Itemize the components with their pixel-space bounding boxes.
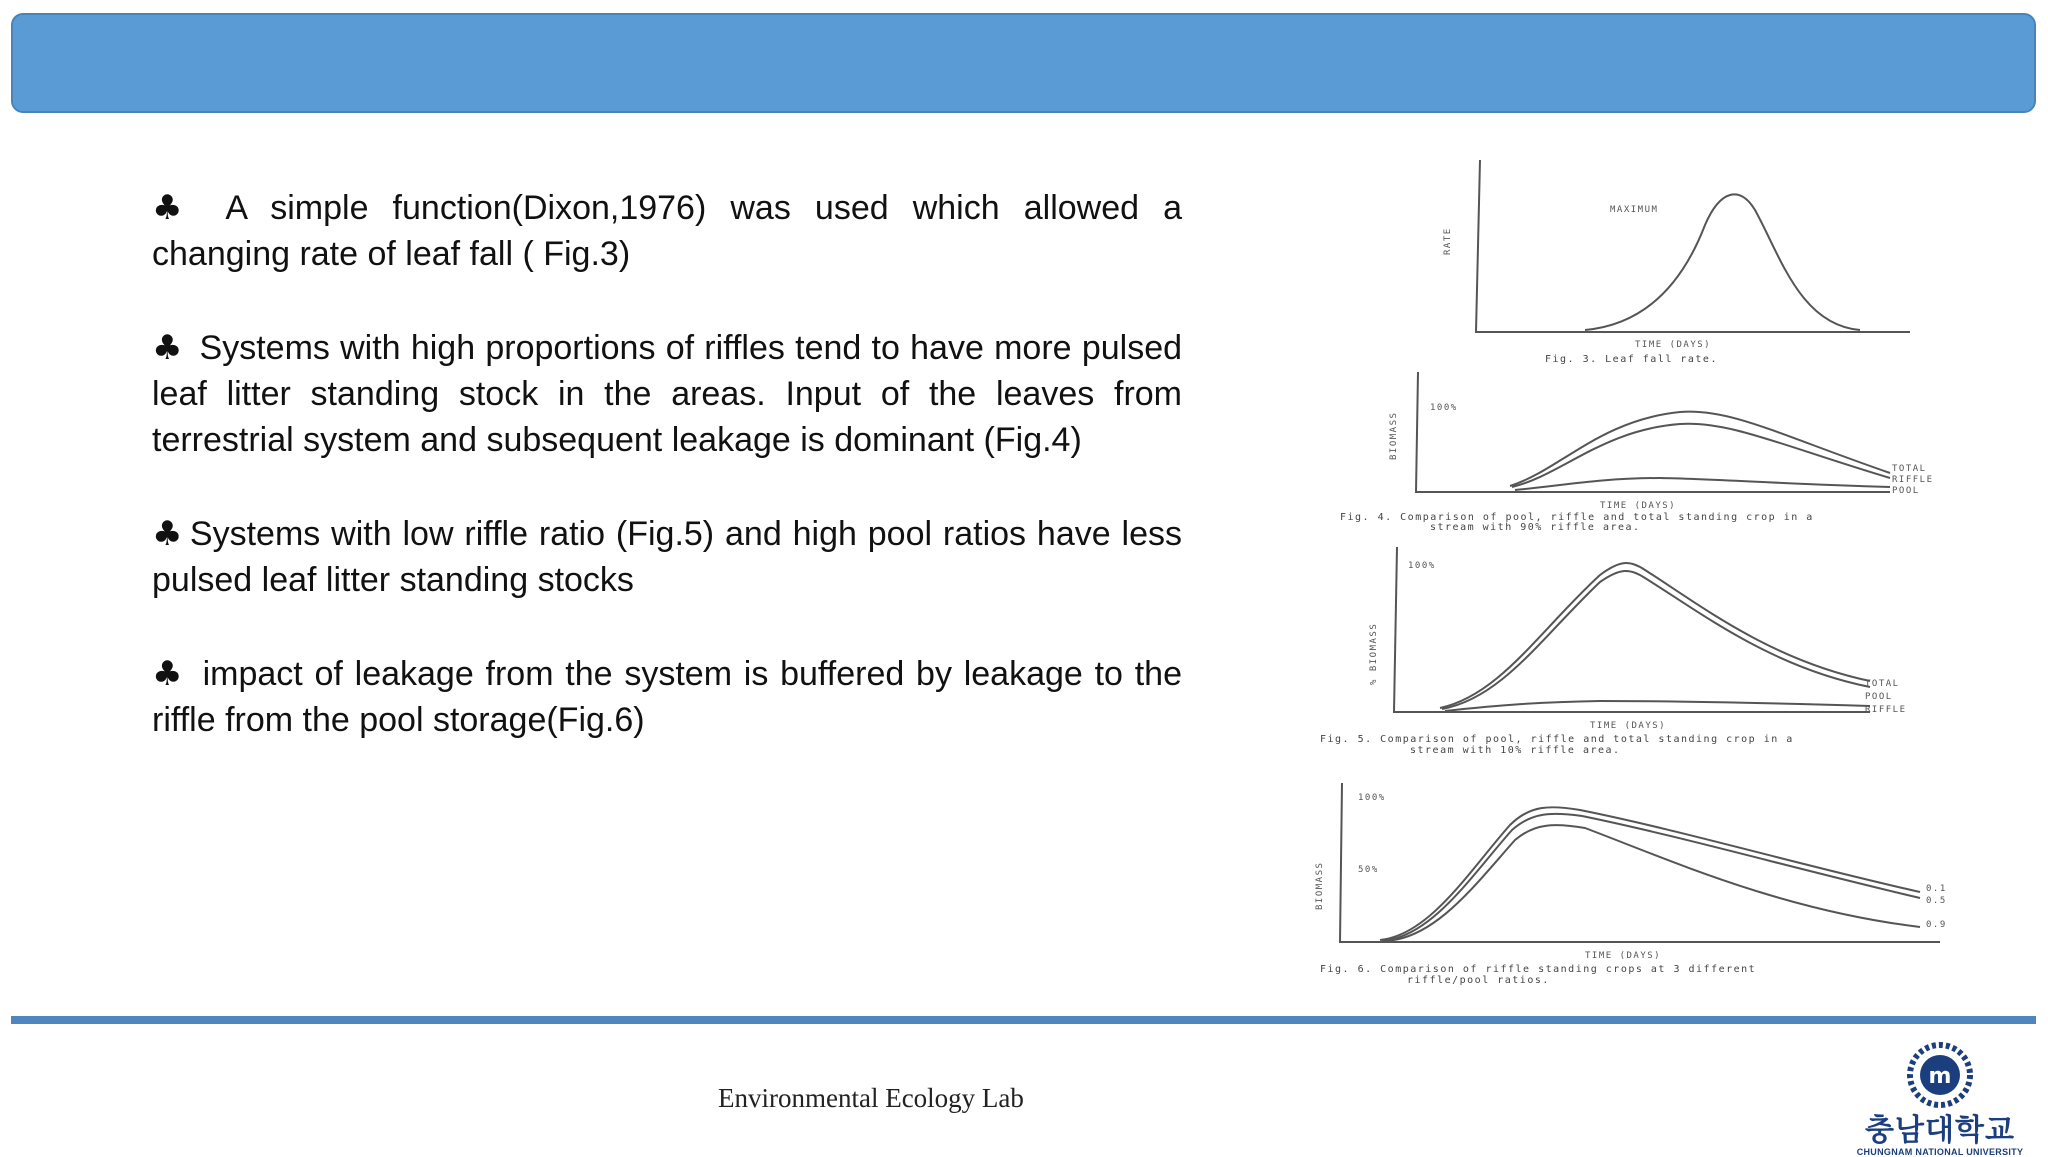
fig5-pool-curve <box>1442 571 1870 709</box>
fig5-ylabel: % BIOMASS <box>1369 622 1379 685</box>
fig5-legend-pool: POOL <box>1865 692 1893 702</box>
figure-panel <box>1300 150 2000 1000</box>
fig6-mid-label: 50% <box>1358 865 1379 875</box>
club-bullet-icon: ♣ <box>152 188 198 228</box>
fig3-peak-label: MAXIMUM <box>1610 205 1659 215</box>
fig6-curve-0.1 <box>1380 807 1920 940</box>
fig3-axes <box>1476 160 1910 332</box>
fig4-xlabel: TIME (DAYS) <box>1600 501 1677 511</box>
fig4-caption-line2: stream with 90% riffle area. <box>1430 522 1641 533</box>
fig4-axes <box>1416 372 1890 492</box>
fig6-caption-line2: riffle/pool ratios. <box>1407 975 1550 986</box>
university-logo <box>1840 1040 2040 1157</box>
fig6-curve-0.9 <box>1385 825 1920 941</box>
fig4-ylabel: BIOMASS <box>1389 411 1399 460</box>
lab-name: Environmental Ecology Lab <box>718 1083 1024 1113</box>
fig5-caption-line2: stream with 10% riffle area. <box>1410 745 1621 756</box>
bullet-paragraph-1: ♣ A simple function(Dixon,1976) was used which allowed a changing rate of leaf fall ( Fig.3) <box>152 188 1183 273</box>
fig3-caption: Fig. 3. Leaf fall rate. <box>1545 354 1718 365</box>
bullet-paragraph-2: ♣ Systems with high proportions of riffles tend to have more pulsed leaf litter standing stock in the areas. Input of the leaves from terrestrial system and subsequent leakage is dominant (Fig.4) <box>152 328 1183 459</box>
fig5-top-label: 100% <box>1408 561 1436 571</box>
footer-divider <box>11 1016 2036 1024</box>
club-bullet-icon: ♣ <box>152 514 184 554</box>
university-name-english: CHUNGNAM NATIONAL UNIVERSITY <box>1856 1147 2024 1157</box>
fig6-graph <box>1340 783 1940 942</box>
fig3-xlabel: TIME (DAYS) <box>1635 340 1712 350</box>
fig6-legend-0.5: 0.5 <box>1926 896 1947 906</box>
scanned-figures <box>1300 150 2000 1000</box>
bullet-paragraph-3: ♣ Systems with low riffle ratio (Fig.5) and high pool ratios have less pulsed leaf litter standing stocks <box>152 514 1183 599</box>
fig3-ylabel: RATE <box>1443 227 1453 255</box>
fig4-total-curve <box>1510 412 1890 486</box>
fig6-ylabel: BIOMASS <box>1315 861 1325 910</box>
bullet-paragraph-4: ♣ impact of leakage from the system is buffered by leakage to the riffle from the pool storage(Fig.6) <box>152 654 1182 739</box>
fig6-legend-0.1: 0.1 <box>1926 884 1947 894</box>
fig6-caption-line1: Fig. 6. Comparison of riffle standing crops at 3 different <box>1320 964 1757 975</box>
fig4-legend-pool: POOL <box>1892 486 1920 496</box>
title-bar <box>11 13 2036 113</box>
svg-text:m: m <box>1928 1064 1952 1089</box>
fig5-legend-total: TOTAL <box>1865 679 1900 689</box>
university-emblem-icon <box>1905 1040 1975 1110</box>
fig6-top-label: 100% <box>1358 793 1386 803</box>
fig5-riffle-curve <box>1445 701 1870 711</box>
fig5-caption-line1: Fig. 5. Comparison of pool, riffle and total standing crop in a <box>1320 734 1794 745</box>
fig4-graph <box>1416 372 1890 492</box>
fig6-curve-0.5 <box>1382 814 1920 941</box>
fig4-pool-curve <box>1515 478 1890 490</box>
slide-content <box>152 185 1182 791</box>
university-name-korean: 충남대학교 <box>1865 1113 2015 1148</box>
club-bullet-icon: ♣ <box>152 328 184 368</box>
fig6-legend-0.9: 0.9 <box>1926 920 1947 930</box>
fig3-graph <box>1476 160 1910 332</box>
fig5-xlabel: TIME (DAYS) <box>1590 721 1667 731</box>
fig5-graph <box>1394 547 1870 712</box>
fig5-legend-riffle: RIFFLE <box>1865 705 1907 715</box>
fig4-legend-riffle: RIFFLE <box>1892 475 1934 485</box>
fig6-xlabel: TIME (DAYS) <box>1585 951 1662 961</box>
fig4-legend-total: TOTAL <box>1892 464 1927 474</box>
club-bullet-icon: ♣ <box>152 654 185 694</box>
fig6-axes <box>1340 783 1940 942</box>
fig4-caption-line1: Fig. 4. Comparison of pool, riffle and total standing crop in a <box>1340 512 1814 523</box>
fig4-top-label: 100% <box>1430 403 1458 413</box>
